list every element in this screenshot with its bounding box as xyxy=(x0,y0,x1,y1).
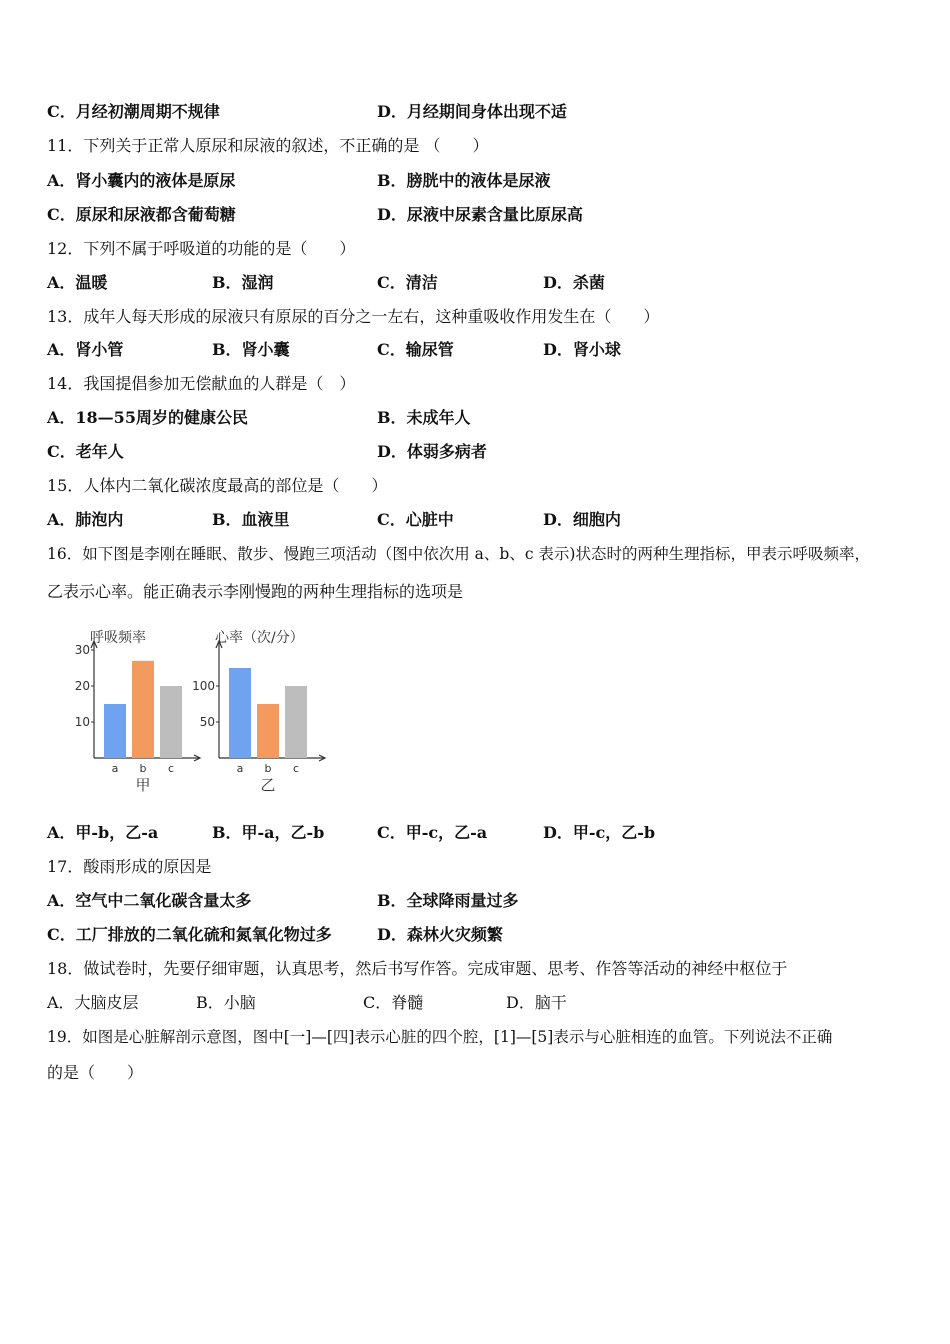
q10-option-d[interactable]: D．月经期间身体出现不适 xyxy=(377,102,567,121)
x-tick-label: a xyxy=(111,762,119,775)
x-tick-label: c xyxy=(167,762,175,775)
q13-option-c[interactable]: C．输尿管 xyxy=(377,340,454,359)
bar-b xyxy=(257,704,279,758)
q12-option-c[interactable]: C．清洁 xyxy=(377,273,438,292)
q16-option-d[interactable]: D．甲-c，乙-b xyxy=(543,823,656,842)
q16-option-c[interactable]: C．甲-c，乙-a xyxy=(377,823,488,842)
q11-stem: 11．下列关于正常人原尿和尿液的叙述，不正确的是 （ ） xyxy=(47,136,489,155)
q13-option-b[interactable]: B．肾小囊 xyxy=(212,340,290,359)
q12-option-b[interactable]: B．湿润 xyxy=(212,273,274,292)
q16-option-b[interactable]: B．甲-a，乙-b xyxy=(212,823,325,842)
bar-b xyxy=(132,661,154,758)
q19-stem-line1: 19．如图是心脏解剖示意图，图中[一]—[四]表示心脏的四个腔，[1]—[5]表示与心脏相连的血管。下列说法不正确 xyxy=(47,1028,833,1046)
q13-option-d[interactable]: D．肾小球 xyxy=(543,340,621,359)
q17-option-d[interactable]: D．森林火灾频繁 xyxy=(377,925,503,944)
chart-respiration xyxy=(70,622,210,802)
q15-option-b[interactable]: B．血液里 xyxy=(212,510,290,529)
chart-caption: 甲 xyxy=(135,776,151,794)
q11-option-a[interactable]: A．肾小囊内的液体是原尿 xyxy=(47,171,236,190)
y-tick-label: 30 xyxy=(74,643,90,657)
q17-option-c[interactable]: C．工厂排放的二氧化硫和氮氧化物过多 xyxy=(47,925,332,944)
bar-c xyxy=(285,686,307,758)
bar-c xyxy=(160,686,182,758)
q11-option-c[interactable]: C．原尿和尿液都含葡萄糖 xyxy=(47,205,236,224)
q14-option-a[interactable]: A．18—55周岁的健康公民 xyxy=(47,408,248,427)
q15-option-a[interactable]: A．肺泡内 xyxy=(47,510,124,529)
q18-option-a[interactable]: A．大脑皮层 xyxy=(47,993,139,1012)
q14-option-c[interactable]: C．老年人 xyxy=(47,442,124,461)
bar-a xyxy=(229,668,251,758)
q17-option-b[interactable]: B．全球降雨量过多 xyxy=(377,891,519,910)
q13-stem: 13．成年人每天形成的尿液只有原尿的百分之一左右，这种重吸收作用发生在（ ） xyxy=(47,307,660,326)
q11-option-d[interactable]: D．尿液中尿素含量比原尿高 xyxy=(377,205,583,224)
q18-stem: 18．做试卷时，先要仔细审题，认真思考，然后书写作答。完成审题、思考、作答等活动的神经中枢位于 xyxy=(47,959,788,978)
q12-option-a[interactable]: A．温暖 xyxy=(47,273,108,292)
q11-option-b[interactable]: B．膀胱中的液体是尿液 xyxy=(377,171,551,190)
q15-stem: 15．人体内二氧化碳浓度最高的部位是（ ） xyxy=(47,476,388,495)
q13-option-a[interactable]: A．肾小管 xyxy=(47,340,124,359)
chart-heart-rate xyxy=(192,622,335,802)
q16-stem-line2: 乙表示心率。能正确表示李刚慢跑的两种生理指标的选项是 xyxy=(47,582,464,601)
y-tick-label: 20 xyxy=(74,679,90,693)
chart-title: 呼吸频率 xyxy=(90,630,146,646)
q14-option-d[interactable]: D．体弱多病者 xyxy=(377,442,487,461)
x-tick-label: c xyxy=(292,762,300,775)
y-tick-label: 50 xyxy=(199,715,215,729)
y-tick-label: 100 xyxy=(192,679,215,693)
q12-option-d[interactable]: D．杀菌 xyxy=(543,273,605,292)
chart-title: 心率（次/分） xyxy=(215,630,304,646)
y-tick-label: 10 xyxy=(74,715,90,729)
bar-a xyxy=(104,704,126,758)
q18-option-d[interactable]: D．脑干 xyxy=(506,993,567,1012)
x-tick-label: b xyxy=(264,762,272,775)
q18-option-b[interactable]: B．小脑 xyxy=(196,993,256,1012)
q10-option-c[interactable]: C．月经初潮周期不规律 xyxy=(47,102,220,121)
x-tick-label: b xyxy=(139,762,147,775)
q14-option-b[interactable]: B．未成年人 xyxy=(377,408,471,427)
q12-stem: 12．下列不属于呼吸道的功能的是（ ） xyxy=(47,239,356,258)
q15-option-d[interactable]: D．细胞内 xyxy=(543,510,621,529)
q19-stem-line2: 的是（ ） xyxy=(47,1063,144,1082)
x-tick-label: a xyxy=(236,762,244,775)
q18-option-c[interactable]: C．脊髓 xyxy=(363,993,424,1012)
q17-option-a[interactable]: A．空气中二氧化碳含量太多 xyxy=(47,891,252,910)
chart-caption: 乙 xyxy=(260,776,276,794)
q14-stem: 14．我国提倡参加无偿献血的人群是（ ） xyxy=(47,374,356,393)
q16-stem-line1: 16．如下图是李刚在睡眠、散步、慢跑三项活动（图中依次用 a、b、c 表示)状态时的两种生理指标，甲表示呼吸频率， xyxy=(47,545,870,563)
q17-stem: 17．酸雨形成的原因是 xyxy=(47,857,212,876)
q15-option-c[interactable]: C．心脏中 xyxy=(377,510,454,529)
q16-option-a[interactable]: A．甲-b，乙-a xyxy=(47,823,159,842)
